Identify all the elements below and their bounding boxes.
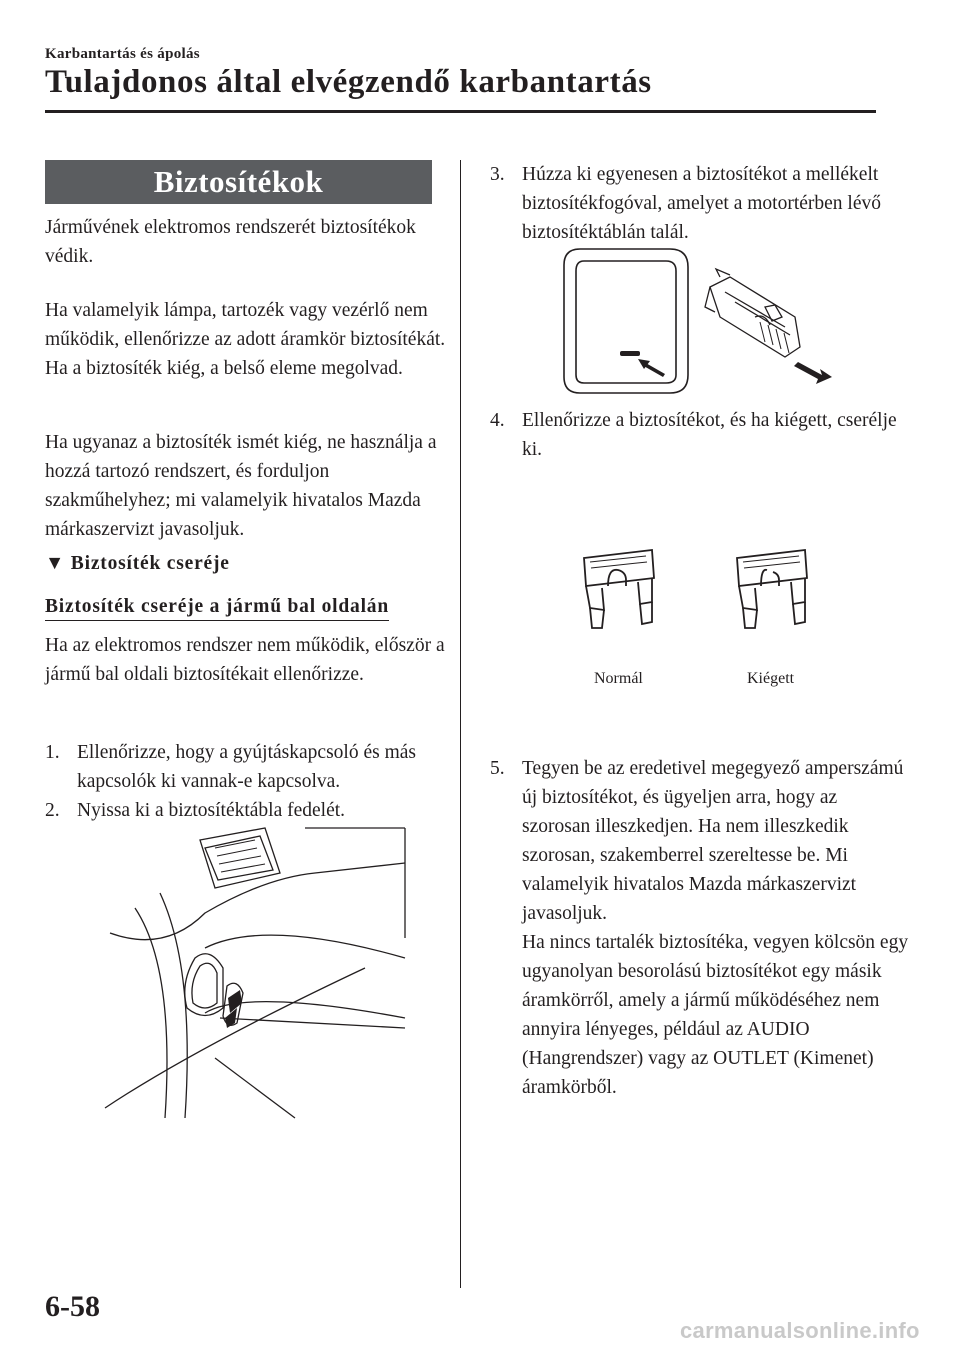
step-item <box>490 406 910 464</box>
step-number: 3. <box>490 164 505 185</box>
sub-subheading-text: Biztosíték cseréje a jármű bal oldalán <box>45 596 389 621</box>
page-title: Tulajdonos által elvégzendő karbantartás <box>45 64 652 100</box>
subheading <box>45 553 455 575</box>
step-number: 1. <box>45 742 60 763</box>
section-label: Karbantartás és ápolás <box>45 46 200 62</box>
fuse-normal-illustration <box>580 548 660 630</box>
step-list-right-top <box>490 160 910 247</box>
paragraph-left-side: Ha az elektromos rendszer nem működik, először a jármű bal oldali biztosítékait ellenőrizze. <box>45 635 445 685</box>
step-list-right-mid <box>490 406 910 464</box>
step-number: 2. <box>45 800 60 821</box>
step-text: Nyissa ki a biztosítéktábla fedelét. <box>77 800 346 821</box>
paragraph-fuse-check: Ha valamelyik lámpa, tartozék vagy vezérlő nem működik, ellenőrizze az adott áramkör biztosítékát. Ha a biztosíték kiég, a belső eleme megolvad. <box>45 300 446 379</box>
step-text: Tegyen be az eredetivel megegyező amperszámú új biztosítékot, és ügyeljen arra, hogy az szorosan illeszkedjen. Ha nem illeszkedik szorosan, szakemberrel szereltesse be. Mi valamelyik hivatalos Mazda márkaszervizt javasoljuk. Ha nincs tartalék biztosítéka, vegyen kölcsön egy ugyanolyan besorolású biztosítékot egy másik áramkörről, amely a jármű működéséhez nem annyira lényeges, például az AUDIO (Hangrendszer) vagy az OUTLET (Kimenet) áramkörből. <box>522 758 909 1098</box>
step-text: Ellenőrizze a biztosítékot, és ha kiégett, cserélje ki. <box>522 410 897 460</box>
step-list-right-bottom <box>490 754 910 1102</box>
page-number: 6-58 <box>45 1290 100 1323</box>
step-number: 5. <box>490 758 505 779</box>
watermark: carmanualsonline.info <box>680 1318 920 1343</box>
section-banner: Biztosítékok <box>45 160 432 204</box>
step-text: Húzza ki egyenesen a biztosítékot a mellékelt biztosítékfogóval, amelyet a motortérben lévő biztosítéktáblán talál. <box>522 164 882 243</box>
step-text: Ellenőrizze, hogy a gyújtáskapcsoló és más kapcsolók ki vannak-e kapcsolva. <box>77 742 416 792</box>
paragraph-fuse-repeat: Ha ugyanaz a biztosíték ismét kiég, ne használja a hozzá tartozó rendszert, és forduljon szakműhelyhez; mi valamelyik hivatalos Mazda márkaszervizt javasoljuk. <box>45 432 437 540</box>
step-item <box>490 160 910 247</box>
step-number: 4. <box>490 410 505 431</box>
column-divider <box>460 160 461 1288</box>
triangle-marker-icon: ▼ <box>45 553 66 574</box>
step-list-left <box>45 738 455 825</box>
subheading-text: Biztosíték cseréje <box>70 553 230 574</box>
fuse-label-normal: Normál <box>594 670 643 687</box>
fuse-blown-illustration <box>733 548 813 630</box>
sub-subheading <box>45 596 455 621</box>
title-divider <box>45 110 876 113</box>
paragraph-intro: Járművének elektromos rendszerét biztosítékok védik. <box>45 217 416 267</box>
fuse-cover-illustration <box>105 818 435 1118</box>
fuse-puller-illustration <box>560 247 840 397</box>
step-item <box>45 738 455 796</box>
fuse-label-blown: Kiégett <box>747 670 795 687</box>
step-item <box>490 754 910 1102</box>
